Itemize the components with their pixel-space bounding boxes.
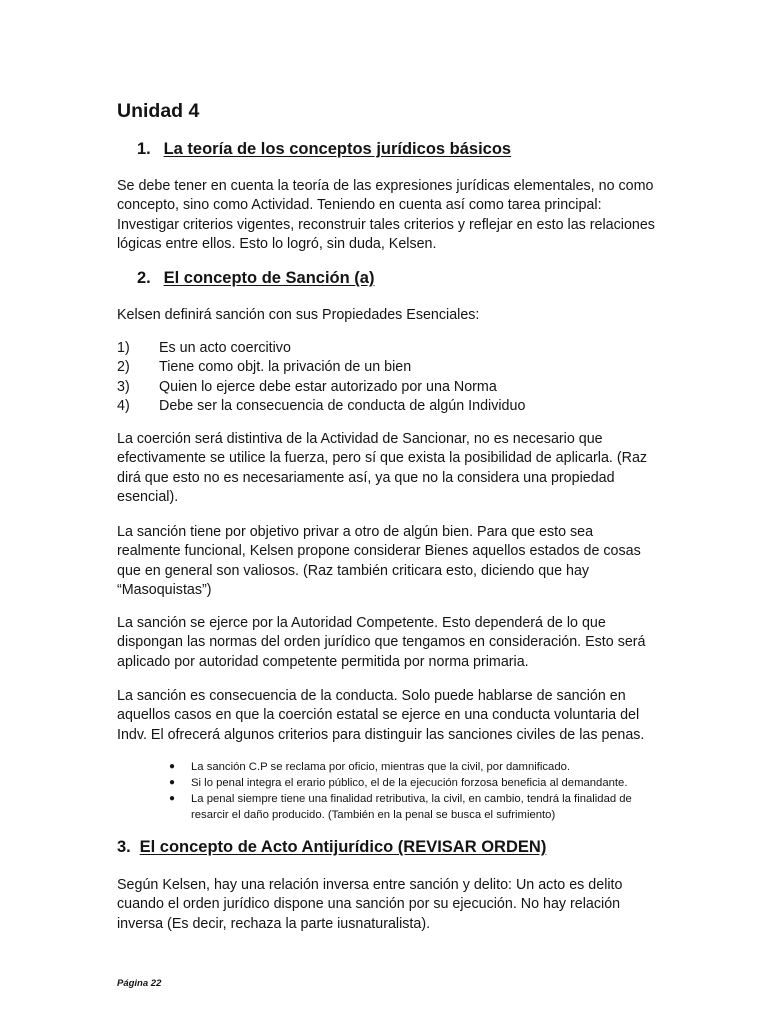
criteria-bullets bbox=[169, 759, 664, 823]
section3-paragraph: Según Kelsen, hay una relación inversa entre sanción y delito: Un acto es delito cuando el orden jurídico dispone una sanción por su ejecución. No hay relación inversa (Es decir, rechaza la parte iusnaturalista). bbox=[117, 877, 623, 932]
paragraph-sanction-objective: La sanción tiene por objetivo privar a otro de algún bien. Para que esto sea realmente funcional, Kelsen propone considerar Bienes aquellos estados de cosas que en general son valiosos. (Raz también criticara esto, diciendo que hay “Masoquistas”) bbox=[117, 524, 641, 598]
section2-heading bbox=[137, 269, 374, 288]
bullet-icon: ● bbox=[169, 777, 176, 788]
bullet-icon: ● bbox=[169, 793, 176, 804]
section2-number: 2. bbox=[137, 269, 151, 287]
list-item: ● La sanción C.P se reclama por oficio, mientras que la civil, por damnificado. bbox=[169, 761, 571, 773]
section3-heading bbox=[117, 838, 546, 857]
section2-intro: Kelsen definirá sanción con sus Propiedades Esenciales: bbox=[117, 307, 480, 323]
list-item: 1) Es un acto coercitivo bbox=[117, 340, 291, 356]
bullet-icon: ● bbox=[169, 761, 176, 772]
section1-title: La teoría de los conceptos jurídicos básicos bbox=[163, 140, 512, 158]
page-number: Página 22 bbox=[117, 978, 162, 989]
section1-paragraph: Se debe tener en cuenta la teoría de las expresiones jurídicas elementales, no como concepto, sino como Actividad. Teniendo en cuenta así como tarea principal: Investigar criterios vigentes, reconstruir tales criterios y reflejar en esto las relaciones lógicas entre ellos. Esto lo logró, sin duda, Kelsen. bbox=[117, 178, 655, 252]
paragraph-coercion: La coerción será distintiva de la Actividad de Sancionar, no es necesario que efectivamente se utilice la fuerza, pero sí que exista la posibilidad de aplicarla. (Raz dirá que esto no es necesariamente así, ya que no la considera una propiedad esencial). bbox=[117, 431, 648, 505]
section3-title: El concepto de Acto Antijurídico (REVISAR ORDEN) bbox=[139, 838, 547, 856]
section2-title: El concepto de Sanción (a) bbox=[163, 269, 375, 287]
section3-number: 3. bbox=[117, 838, 131, 856]
paragraph-authority: La sanción se ejerce por la Autoridad Competente. Esto dependerá de lo que dispongan las normas del orden jurídico que tengamos en consideración. Esto será aplicado por autoridad competente permitida por norma primaria. bbox=[117, 615, 646, 670]
list-item: 4) Debe ser la consecuencia de conducta de algún Individuo bbox=[117, 397, 526, 414]
list-item: ● La penal siempre tiene una finalidad retributiva, la civil, en cambio, tendrá la finalidad de resarcir el daño producido. (También en la penal se busca el sufrimiento) bbox=[169, 793, 632, 821]
list-item: 3) Quien lo ejerce debe estar autorizado por una Norma bbox=[117, 378, 497, 395]
list-item: 2) Tiene como objt. la privación de un bien bbox=[117, 359, 412, 376]
unit-title: Unidad 4 bbox=[117, 100, 200, 122]
paragraph-consequence: La sanción es consecuencia de la conducta. Solo puede hablarse de sanción en aquellos casos en que la coerción estatal se ejerce en una conducta voluntaria del Indv. El ofrecerá algunos criterios para distinguir las sanciones civiles de las penas. bbox=[117, 688, 645, 743]
properties-list bbox=[117, 339, 525, 416]
list-item: ● Si lo penal integra el erario público, el de la ejecución forzosa beneficia al demandante. bbox=[169, 777, 628, 789]
section1-number: 1. bbox=[137, 140, 151, 158]
section1-heading bbox=[137, 140, 511, 159]
